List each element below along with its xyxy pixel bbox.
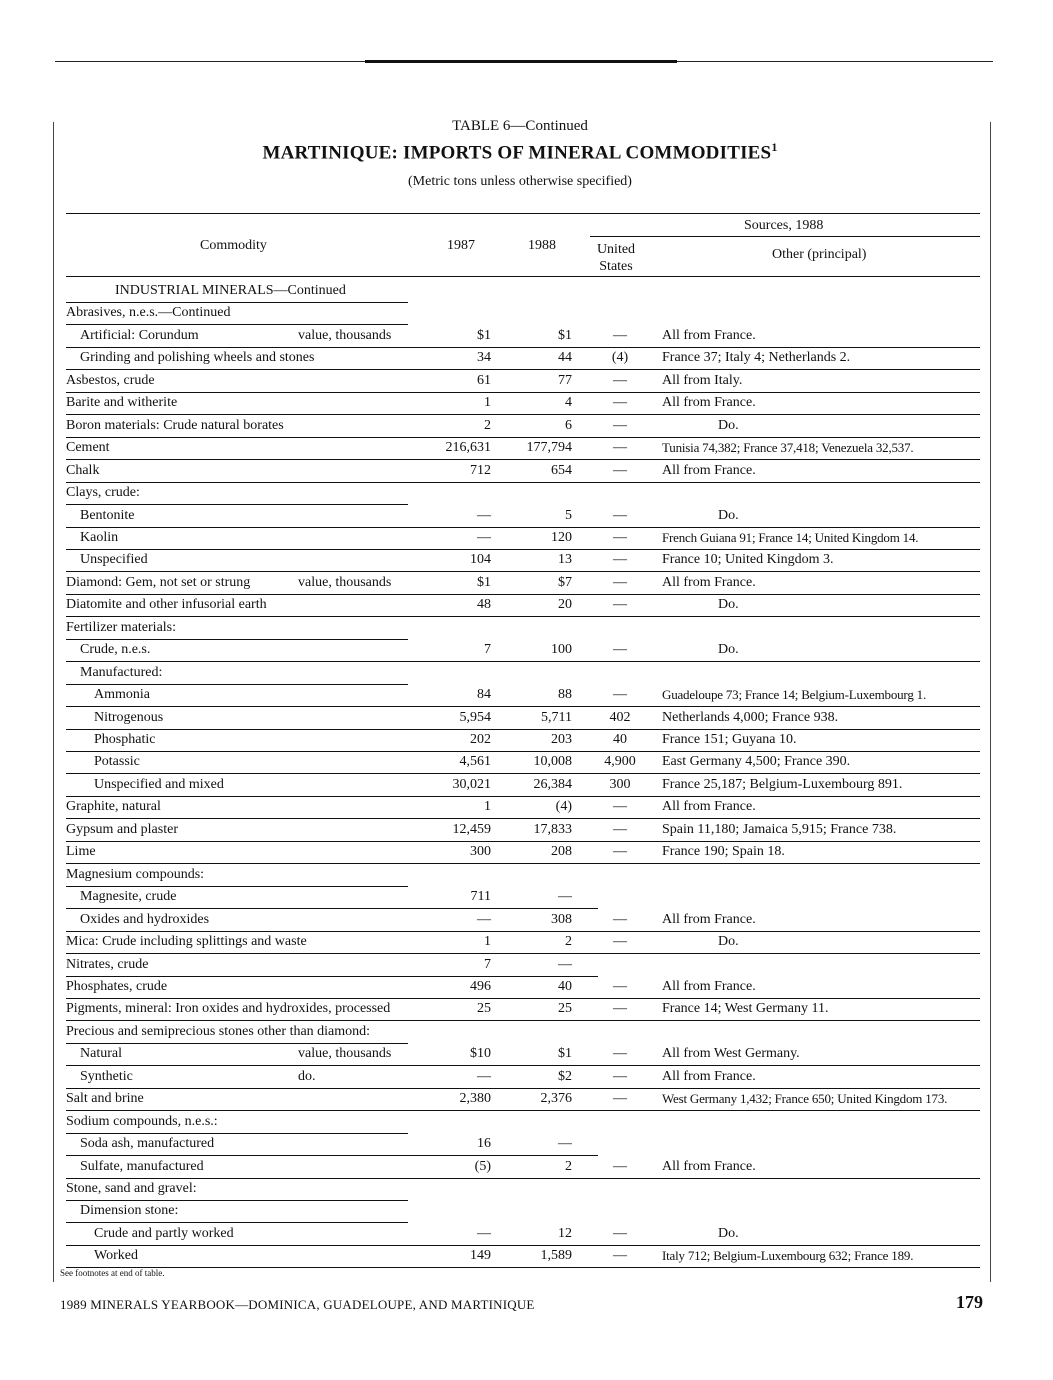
unit-label: value, thousands xyxy=(298,327,392,343)
table-row xyxy=(0,618,1053,640)
source-united-states: — xyxy=(613,1068,627,1084)
page-number: 179 xyxy=(956,1292,983,1312)
commodity-name: Clays, crude: xyxy=(66,485,140,501)
commodity-name: Magnesite, crude xyxy=(80,889,177,905)
table-row xyxy=(0,393,1053,415)
header-united-states: United States xyxy=(596,242,636,274)
value-1987: — xyxy=(477,507,491,523)
value-1988: 40 xyxy=(558,978,572,994)
value-1987: 712 xyxy=(470,462,491,478)
source-other: Guadeloupe 73; France 14; Belgium-Luxembourg 1. xyxy=(662,687,927,703)
source-united-states: — xyxy=(613,844,627,860)
source-united-states: — xyxy=(613,327,627,343)
value-1987: $10 xyxy=(470,1046,491,1062)
table-row xyxy=(0,326,1053,348)
value-1988: 308 xyxy=(551,911,572,927)
value-1988: $2 xyxy=(558,1068,572,1084)
table-row xyxy=(0,1022,1053,1044)
table-row xyxy=(0,573,1053,595)
value-1988: 4 xyxy=(565,395,572,411)
commodity-name: Abrasives, n.e.s.—Continued xyxy=(66,305,231,321)
header-1987: 1987 xyxy=(447,238,475,253)
commodity-name: Phosphatic xyxy=(94,732,156,747)
table-row xyxy=(0,1246,1053,1268)
commodity-name: Stone, sand and gravel: xyxy=(66,1181,197,1196)
table-row xyxy=(0,438,1053,460)
source-united-states: — xyxy=(613,597,627,613)
table-row xyxy=(0,1224,1053,1246)
source-other: All from France. xyxy=(662,978,756,994)
source-united-states: — xyxy=(613,911,627,927)
source-other: All from France. xyxy=(662,911,756,927)
value-1987: 34 xyxy=(477,350,491,366)
commodity-name: Sulfate, manufactured xyxy=(80,1158,204,1174)
source-united-states: — xyxy=(613,978,627,994)
source-united-states: — xyxy=(613,552,627,568)
table-row xyxy=(0,730,1053,752)
source-united-states: — xyxy=(613,529,627,545)
commodity-name: Lime xyxy=(66,844,96,860)
commodity-name: Crude and partly worked xyxy=(94,1225,234,1241)
value-1987: 711 xyxy=(470,889,491,905)
source-united-states: — xyxy=(613,372,627,388)
source-other: Do. xyxy=(718,597,739,613)
source-united-states: — xyxy=(613,395,627,411)
table-subtitle: (Metric tons unless otherwise specified) xyxy=(408,174,632,189)
source-other: Do. xyxy=(718,642,739,658)
source-united-states: 40 xyxy=(613,732,627,747)
value-1988: — xyxy=(558,1136,572,1152)
table-row xyxy=(0,1134,1053,1156)
commodity-name: Artificial: Corundum xyxy=(80,327,199,343)
commodity-name: Asbestos, crude xyxy=(66,372,155,388)
commodity-name: Kaolin xyxy=(80,529,119,545)
value-1988: 2,376 xyxy=(540,1091,572,1107)
source-united-states: 300 xyxy=(609,776,631,792)
header-other: Other (principal) xyxy=(772,247,867,262)
footnote-reference: See footnotes at end of table. xyxy=(60,1268,165,1278)
top-rule-accent xyxy=(365,60,677,63)
table-row xyxy=(0,1179,1053,1201)
commodity-name: Magnesium compounds: xyxy=(66,866,205,882)
source-united-states: 402 xyxy=(609,709,631,725)
commodity-name: Diamond: Gem, not set or strung xyxy=(66,574,251,590)
commodity-name: Ammonia xyxy=(94,687,150,703)
table-row xyxy=(0,483,1053,505)
value-1987: $1 xyxy=(477,327,491,343)
commodity-name: Worked xyxy=(94,1248,138,1264)
value-1987: 84 xyxy=(477,687,491,703)
value-1987: 7 xyxy=(484,956,491,972)
table-row xyxy=(0,932,1053,954)
table-row xyxy=(0,640,1053,662)
source-united-states: — xyxy=(613,507,627,523)
unit-label: do. xyxy=(298,1068,316,1084)
unit-label: value, thousands xyxy=(298,1046,392,1062)
source-other: France 14; West Germany 11. xyxy=(662,1001,829,1017)
header-top-rule xyxy=(66,213,980,214)
table-row xyxy=(0,775,1053,797)
source-united-states: — xyxy=(613,799,627,815)
value-1988: — xyxy=(558,956,572,972)
value-1987: 496 xyxy=(470,978,491,994)
source-other: All from Italy. xyxy=(662,372,743,388)
commodity-name: Graphite, natural xyxy=(66,799,161,815)
value-1987: — xyxy=(477,529,491,545)
value-1987: 30,021 xyxy=(452,776,491,792)
source-other: France 10; United Kingdom 3. xyxy=(662,552,834,568)
commodity-name: Grinding and polishing wheels and stones xyxy=(80,350,315,366)
value-1988: 6 xyxy=(565,417,572,433)
value-1987: 300 xyxy=(470,844,491,860)
value-1987: 1 xyxy=(484,934,491,950)
table-row xyxy=(0,955,1053,977)
source-other: Do. xyxy=(718,934,739,950)
value-1987: — xyxy=(477,1225,491,1241)
source-united-states: (4) xyxy=(611,350,629,366)
commodity-name: Soda ash, manufactured xyxy=(80,1136,215,1152)
source-united-states: — xyxy=(613,1046,627,1062)
source-united-states: — xyxy=(613,440,627,456)
table-row xyxy=(0,461,1053,483)
table-row xyxy=(0,1089,1053,1111)
source-other: All from France. xyxy=(662,462,756,478)
table-row xyxy=(0,685,1053,707)
source-united-states: — xyxy=(613,1091,627,1107)
source-united-states: — xyxy=(613,462,627,478)
commodity-name: Precious and semiprecious stones other than diamond: xyxy=(66,1023,371,1039)
commodity-name: Chalk xyxy=(66,462,100,478)
table-row xyxy=(0,977,1053,999)
commodity-name: Sodium compounds, n.e.s.: xyxy=(66,1113,218,1129)
value-1988: 77 xyxy=(558,372,572,388)
header-1988: 1988 xyxy=(528,238,556,253)
table-row xyxy=(0,550,1053,572)
table-row xyxy=(0,528,1053,550)
commodity-name: Unspecified xyxy=(80,552,148,568)
header-commodity: Commodity xyxy=(200,238,267,253)
commodity-name: Diatomite and other infusorial earth xyxy=(66,597,267,613)
value-1987: — xyxy=(477,1068,491,1084)
value-1988: 44 xyxy=(558,350,572,366)
table-row xyxy=(0,1157,1053,1179)
value-1988: 20 xyxy=(558,597,572,613)
source-other: France 25,187; Belgium-Luxembourg 891. xyxy=(662,776,903,792)
value-1987: 48 xyxy=(477,597,491,613)
value-1988: 12 xyxy=(558,1225,572,1241)
commodity-name: Gypsum and plaster xyxy=(66,821,178,837)
table-row xyxy=(0,663,1053,685)
source-other: All from West Germany. xyxy=(662,1046,800,1062)
value-1988: 2 xyxy=(565,1158,572,1174)
table-row xyxy=(0,999,1053,1021)
source-united-states: — xyxy=(613,1225,627,1241)
table-row xyxy=(0,887,1053,909)
header-bottom-rule xyxy=(66,276,980,277)
source-other: France 190; Spain 18. xyxy=(662,844,785,860)
commodity-name: Barite and witherite xyxy=(66,395,178,411)
value-1987: — xyxy=(477,911,491,927)
table-row xyxy=(0,595,1053,617)
table-row xyxy=(0,1201,1053,1223)
value-1987: 7 xyxy=(484,642,491,658)
value-1987: 202 xyxy=(470,732,491,747)
value-1987: 104 xyxy=(470,552,491,568)
value-1988: 17,833 xyxy=(533,821,572,837)
table-row xyxy=(0,1067,1053,1089)
value-1988: 120 xyxy=(551,529,572,545)
table-row xyxy=(0,842,1053,864)
value-1987: 12,459 xyxy=(452,821,491,837)
value-1988: 208 xyxy=(551,844,572,860)
table-row xyxy=(0,371,1053,393)
commodity-name: Nitrates, crude xyxy=(66,956,149,972)
commodity-name: Cement xyxy=(66,440,110,456)
source-united-states: — xyxy=(613,821,627,837)
value-1988: 25 xyxy=(558,1001,572,1017)
source-other: All from France. xyxy=(662,327,756,343)
source-other: Italy 712; Belgium-Luxembourg 632; France 189. xyxy=(662,1248,914,1264)
value-1987: 61 xyxy=(477,372,491,388)
value-1987: $1 xyxy=(477,574,491,590)
table-row xyxy=(0,303,1053,325)
commodity-name: Potassic xyxy=(94,754,140,770)
value-1987: 5,954 xyxy=(459,709,491,725)
source-other: West Germany 1,432; France 650; United Kingdom 173. xyxy=(662,1091,948,1107)
value-1987: 216,631 xyxy=(445,440,491,456)
commodity-name: Phosphates, crude xyxy=(66,978,168,994)
source-other: All from France. xyxy=(662,574,756,590)
sources-rule xyxy=(590,236,980,237)
source-other: Do. xyxy=(718,417,739,433)
source-united-states: — xyxy=(613,1001,627,1017)
value-1987: 16 xyxy=(477,1136,491,1152)
value-1988: 10,008 xyxy=(533,754,572,770)
table-row xyxy=(0,708,1053,730)
row-rule xyxy=(66,1267,980,1268)
unit-label: value, thousands xyxy=(298,574,392,590)
value-1987: 2 xyxy=(484,417,491,433)
table-title: MARTINIQUE: IMPORTS OF MINERAL COMMODITIES$^1$ xyxy=(262,140,778,164)
value-1988: 1,589 xyxy=(540,1248,572,1264)
source-other: Netherlands 4,000; France 938. xyxy=(662,709,839,725)
commodity-name: Dimension stone: xyxy=(80,1203,179,1219)
value-1988: 177,794 xyxy=(526,440,572,456)
value-1988: $7 xyxy=(558,574,572,590)
source-united-states: — xyxy=(613,574,627,590)
commodity-name: Unspecified and mixed xyxy=(94,776,224,792)
table-row xyxy=(0,820,1053,842)
commodity-name: Mica: Crude including splittings and waste xyxy=(66,934,307,950)
commodity-name: Bentonite xyxy=(80,507,135,523)
source-other: All from France. xyxy=(662,1158,756,1174)
table-row xyxy=(0,752,1053,774)
value-1988: 203 xyxy=(551,732,572,747)
source-other: France 151; Guyana 10. xyxy=(662,732,797,747)
source-united-states: — xyxy=(613,417,627,433)
table-number: TABLE 6—Continued xyxy=(452,118,588,134)
source-other: All from France. xyxy=(662,395,756,411)
commodity-name: Salt and brine xyxy=(66,1091,144,1107)
source-other: Do. xyxy=(718,507,739,523)
page-footer: 1989 MINERALS YEARBOOK—DOMINICA, GUADELOUPE, AND MARTINIQUE xyxy=(60,1297,535,1312)
commodity-name: Fertilizer materials: xyxy=(66,619,177,635)
commodity-name: Synthetic xyxy=(80,1068,133,1084)
source-other: All from France. xyxy=(662,1068,756,1084)
commodity-name: INDUSTRIAL MINERALS—Continued xyxy=(115,283,346,298)
value-1988: 5 xyxy=(565,507,572,523)
value-1988: 26,384 xyxy=(533,776,572,792)
source-united-states: — xyxy=(613,687,627,703)
source-other: France 37; Italy 4; Netherlands 2. xyxy=(662,350,851,366)
value-1987: 4,561 xyxy=(459,754,491,770)
table-row xyxy=(0,1112,1053,1134)
value-1987: (5) xyxy=(474,1158,491,1174)
source-united-states: — xyxy=(613,934,627,950)
commodity-name: Oxides and hydroxides xyxy=(80,911,210,927)
table-row xyxy=(0,865,1053,887)
value-1988: $1 xyxy=(558,1046,572,1062)
value-1987: 2,380 xyxy=(459,1091,491,1107)
value-1988: 88 xyxy=(558,687,572,703)
commodity-name: Boron materials: Crude natural borates xyxy=(66,417,284,433)
value-1988: 100 xyxy=(551,642,572,658)
value-1988: 654 xyxy=(551,462,572,478)
value-1988: 13 xyxy=(558,552,572,568)
value-1988: 2 xyxy=(565,934,572,950)
source-united-states: — xyxy=(613,642,627,658)
source-other: East Germany 4,500; France 390. xyxy=(662,754,851,770)
source-other: Tunisia 74,382; France 37,418; Venezuela 32,537. xyxy=(662,440,914,456)
table-row xyxy=(0,506,1053,528)
source-other: French Guiana 91; France 14; United Kingdom 14. xyxy=(662,529,919,545)
table-row xyxy=(0,910,1053,932)
table-row xyxy=(0,1044,1053,1066)
value-1987: 1 xyxy=(484,395,491,411)
source-united-states: — xyxy=(613,1158,627,1174)
table-row xyxy=(0,348,1053,370)
value-1987: 1 xyxy=(484,799,491,815)
source-other: Do. xyxy=(718,1225,739,1241)
commodity-name: Natural xyxy=(80,1046,122,1062)
value-1988: $1 xyxy=(558,327,572,343)
source-united-states: — xyxy=(613,1248,627,1264)
commodity-name: Crude, n.e.s. xyxy=(80,642,151,658)
header-sources: Sources, 1988 xyxy=(744,218,824,233)
table-row xyxy=(0,797,1053,819)
value-1987: 149 xyxy=(470,1248,491,1264)
source-united-states: 4,900 xyxy=(604,754,636,770)
table-row xyxy=(0,281,1053,303)
table-row xyxy=(0,416,1053,438)
value-1988: — xyxy=(558,889,572,905)
commodity-name: Manufactured: xyxy=(80,664,163,680)
source-other: All from France. xyxy=(662,799,756,815)
source-other: Spain 11,180; Jamaica 5,915; France 738. xyxy=(662,821,897,837)
value-1988: 5,711 xyxy=(541,709,572,725)
value-1987: 25 xyxy=(477,1001,491,1017)
commodity-name: Nitrogenous xyxy=(94,709,164,725)
value-1988: (4) xyxy=(555,799,572,815)
commodity-name: Pigments, mineral: Iron oxides and hydroxides, processed xyxy=(66,1001,391,1017)
